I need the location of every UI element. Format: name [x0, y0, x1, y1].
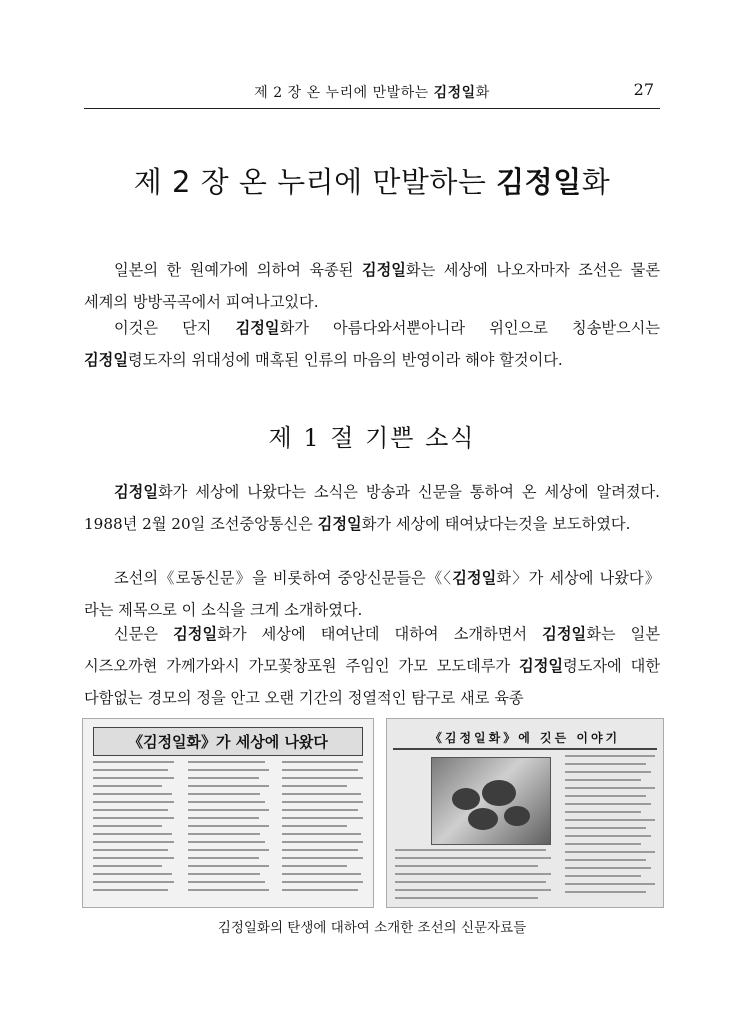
newsprint-line — [565, 835, 651, 837]
newsprint-line — [282, 809, 358, 811]
newsprint-line — [188, 841, 266, 843]
newspaper-2-body — [395, 849, 655, 899]
newsprint-line — [565, 843, 641, 845]
page-number: 27 — [633, 80, 654, 99]
newsprint-line — [188, 857, 259, 859]
newsprint-line — [93, 817, 174, 819]
newsprint-line — [93, 873, 172, 875]
paragraph-4: 조선의《로동신문》을 비롯하여 중앙신문들은《〈김정일화〉가 세상에 나왔다》라는 제목으로 이 소식을 크게 소개하였다. — [84, 569, 660, 619]
newsprint-line — [282, 817, 363, 819]
newsprint-line — [565, 771, 651, 773]
newsprint-line — [395, 849, 546, 851]
newsprint-line — [188, 833, 261, 835]
newsprint-line — [188, 825, 269, 827]
newspaper-clipping-2 — [386, 718, 664, 908]
newsprint-line — [93, 889, 168, 891]
newspaper-1-body — [93, 761, 363, 899]
newsprint-line — [395, 889, 551, 891]
newsprint-line — [188, 761, 266, 763]
newsprint-line — [188, 873, 261, 875]
newspaper-1-headline: 《김정일화》가 세상에 나왔다 — [93, 727, 363, 756]
newsprint-line — [93, 849, 168, 851]
newsprint-line — [565, 803, 651, 805]
newsprint-line — [395, 865, 538, 867]
newsprint-line — [282, 777, 363, 779]
newsprint-line — [282, 761, 363, 763]
newsprint-line — [395, 897, 538, 899]
newsprint-line — [282, 881, 363, 883]
newsprint-line — [188, 785, 269, 787]
newsprint-line — [395, 857, 551, 859]
paragraph-5: 신문은 김정일화가 세상에 태여난데 대하여 소개하면서 김정일화는 일본 시즈오까현 가께가와시 가모꽃창포원 주임인 가모 모도데루가 김정일령도자에 대한 다함없는 경모의 정을 안고 오랜 기간의 정열적인 탐구로 새로 육종 — [84, 625, 661, 707]
newsprint-line — [93, 825, 162, 827]
newsprint-line — [282, 801, 363, 803]
paragraph-1: 일본의 한 원예가에 의하여 육종된 김정일화는 세상에 나오자마자 조선은 물론 세계의 방방곡곡에서 피여나고있다. — [84, 261, 660, 311]
newsprint-line — [188, 793, 261, 795]
newsprint-line — [93, 761, 174, 763]
newspaper-figures — [82, 718, 662, 906]
newsprint-line — [282, 833, 361, 835]
section-title: 제 1 절 기쁜 소식 — [268, 424, 476, 452]
figure-caption: 김정일화의 탄생에 대하여 소개한 조선의 신문자료들 — [217, 920, 527, 936]
newsprint-line — [93, 881, 174, 883]
newsprint-line — [282, 865, 347, 867]
newsprint-line — [188, 777, 259, 779]
newsprint-line — [93, 769, 168, 771]
newsprint-line — [395, 881, 546, 883]
newspaper-2-headline: 《김정일화》에 깃든 이야기 — [393, 729, 657, 750]
newsprint-line — [565, 787, 655, 789]
newsprint-line — [93, 793, 172, 795]
paragraph-3: 김정일화가 세상에 나왔다는 소식은 방송과 신문을 통하여 온 세상에 알려졌다. 1988년 2월 20일 조선중앙통신은 김정일화가 세상에 태여났다는것을 보도하였다. — [84, 483, 660, 533]
newsprint-line — [188, 817, 259, 819]
newsprint-line — [565, 819, 655, 821]
newsprint-line — [93, 809, 168, 811]
running-header — [84, 78, 660, 109]
newsprint-line — [188, 889, 269, 891]
newsprint-line — [565, 763, 646, 765]
newsprint-line — [93, 833, 172, 835]
newsprint-line — [188, 809, 269, 811]
newsprint-line — [282, 849, 358, 851]
running-header-title: 제 2 장 온 누리에 만발하는 김정일화 — [254, 85, 490, 101]
newsprint-line — [188, 849, 269, 851]
newsprint-line — [93, 865, 162, 867]
flower-photo — [431, 757, 551, 845]
newsprint-line — [188, 801, 266, 803]
newsprint-line — [565, 827, 646, 829]
newsprint-line — [93, 841, 174, 843]
newsprint-line — [282, 857, 363, 859]
newsprint-line — [565, 779, 641, 781]
newsprint-line — [188, 881, 266, 883]
newsprint-line — [282, 889, 358, 891]
newsprint-line — [282, 825, 347, 827]
newsprint-line — [188, 865, 269, 867]
newsprint-line — [282, 873, 361, 875]
newsprint-line — [282, 841, 363, 843]
newsprint-line — [565, 811, 641, 813]
chapter-title: 제 2 장 온 누리에 만발하는 김정일화 — [133, 165, 611, 199]
newsprint-line — [282, 769, 358, 771]
newsprint-line — [188, 769, 269, 771]
newsprint-line — [565, 755, 655, 757]
newsprint-line — [93, 777, 174, 779]
paragraph-2: 이것은 단지 김정일화가 아름다와서뿐아니라 위인으로 칭송받으시는 김정일령도자의 위대성에 매혹된 인류의 마음의 반영이라 해야 할것이다. — [84, 319, 661, 369]
newsprint-line — [93, 785, 162, 787]
newsprint-line — [282, 793, 361, 795]
newspaper-clipping-1 — [82, 718, 374, 908]
newsprint-line — [395, 873, 551, 875]
newsprint-line — [565, 795, 646, 797]
newsprint-line — [93, 857, 174, 859]
newsprint-line — [93, 801, 174, 803]
newsprint-line — [282, 785, 347, 787]
